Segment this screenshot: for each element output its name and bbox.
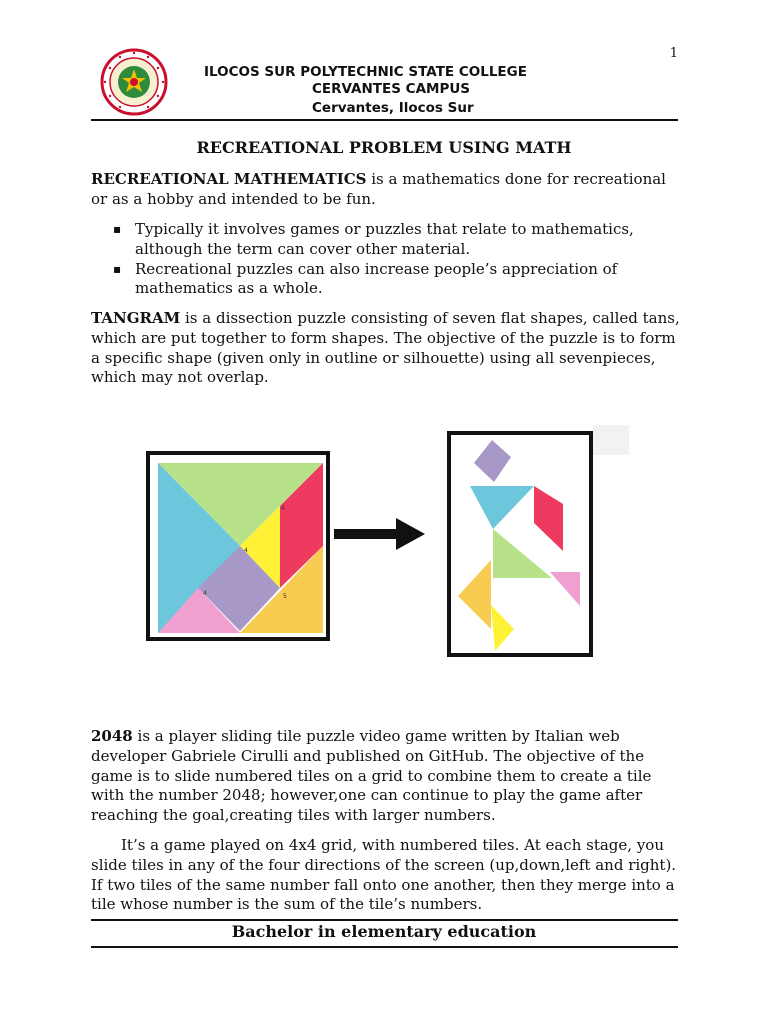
recreational-mathematics-definition: is a mathematics done for recreational or as a hobby and intended to be fun. (91, 170, 666, 208)
svg-text:4: 4 (244, 547, 248, 554)
tangram-square (148, 453, 328, 639)
college-name: ILOCOS SUR POLYTECHNIC STATE COLLEGE (204, 64, 527, 80)
page-title: RECREATIONAL PROBLEM USING MATH (196, 138, 572, 157)
tangram-figure-shape (449, 425, 629, 655)
college-seal-icon (100, 48, 168, 116)
game-2048-paragraph (91, 727, 681, 826)
tangram-figure (0, 400, 768, 690)
tangram-paragraph (91, 309, 681, 388)
page-number: 1 (669, 46, 678, 61)
footer-bottom-divider (91, 946, 678, 948)
tangram-term: TANGRAM (91, 309, 181, 327)
bullet-item: ▪ Typically it involves games or puzzles that relate to mathematics, although the term can cover other material. (113, 220, 683, 260)
campus-location: Cervantes, Ilocos Sur (312, 100, 474, 116)
game-2048-definition: is a player sliding tile puzzle video game written by Italian web developer Gabriele Cirulli and published on GitHub. The objective of the game is to slide numbered tiles on a grid to combine them to create a tile with the number 2048; however,one can continue to play the game after reaching the goal,creating tiles with larger numbers. (91, 727, 652, 825)
bullet-item: ▪ Recreational puzzles can also increase people’s appreciation of mathematics as a whole. (113, 260, 683, 300)
bullet-list (113, 220, 683, 299)
game-2048-grid-paragraph: It’s a game played on 4x4 grid, with numbered tiles. At each stage, you slide tiles in any of the four directions of the screen (up,down,left and right). If two tiles of the same number fall onto one another, then they merge into a tile whose number is the sum of the tile’s numbers. (91, 836, 677, 914)
svg-text:4: 4 (203, 590, 207, 597)
campus-name: CERVANTES CAMPUS (312, 81, 471, 97)
footer-program: Bachelor in elementary education (231, 922, 537, 941)
recreational-mathematics-term: RECREATIONAL MATHEMATICS (91, 170, 367, 188)
game-2048-term: 2048 (91, 727, 133, 745)
tangram-definition: is a dissection puzzle consisting of seven flat shapes, called tans, which are put together to form shapes. The objective of the puzzle is to form a specific shape (given only in outline or silhouette) using all sevenpieces, which may not overlap. (91, 309, 680, 387)
svg-text:5: 5 (283, 593, 287, 600)
header-divider (91, 119, 678, 121)
svg-text:4: 4 (281, 505, 285, 512)
right-arrow-icon (334, 518, 425, 550)
recreational-mathematics-paragraph (91, 170, 681, 210)
footer-top-divider (91, 919, 678, 921)
